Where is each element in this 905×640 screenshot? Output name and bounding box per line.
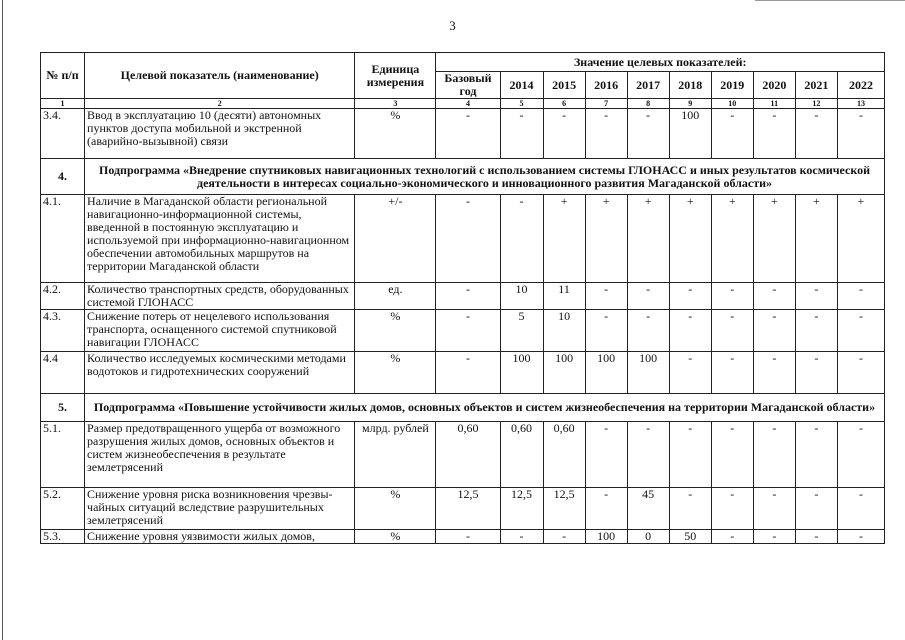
indicator-name: Снижение уровня уязвимости жилых домов, [85, 530, 355, 544]
indicator-row [41, 488, 885, 530]
column-number: 3 [355, 99, 436, 109]
page-number: 3 [449, 18, 456, 33]
indicator-value: + [669, 195, 711, 283]
indicator-num: 5.2. [41, 488, 85, 530]
indicator-name: Количество транспортных средств, оборудованных системой ГЛОНАСС [85, 283, 355, 310]
header-indicator: Целевой показатель (наименование) [85, 53, 355, 99]
indicator-value: - [837, 310, 884, 352]
indicator-value: - [436, 310, 500, 352]
indicator-value: - [627, 283, 669, 310]
indicator-num: 4.2. [41, 283, 85, 310]
indicator-value: + [543, 195, 585, 283]
indicator-value: 10 [500, 283, 543, 310]
column-number: 4 [436, 99, 500, 109]
indicator-num: 4.1. [41, 195, 85, 283]
indicator-row [41, 283, 885, 310]
header-num: № п/п [41, 53, 85, 99]
indicator-value: - [711, 109, 753, 159]
header-row-column-numbers [41, 99, 885, 109]
subprogram-row [41, 394, 885, 422]
column-number: 13 [837, 99, 884, 109]
indicator-value: 12,5 [500, 488, 543, 530]
indicator-value: - [436, 352, 500, 394]
header-values-group: Значение целевых показателей: [436, 53, 885, 72]
indicator-value: - [795, 310, 837, 352]
indicator-value: - [500, 530, 543, 544]
indicator-value: + [711, 195, 753, 283]
indicator-value: 100 [543, 352, 585, 394]
indicator-value: - [753, 352, 795, 394]
column-number: 8 [627, 99, 669, 109]
column-number: 7 [585, 99, 627, 109]
indicator-value: - [795, 530, 837, 544]
indicator-num: 5.3. [41, 530, 85, 544]
indicator-value: - [627, 310, 669, 352]
header-year: 2018 [669, 72, 711, 99]
indicator-value: - [669, 422, 711, 488]
indicator-name: Ввод в эксплуатацию 10 (десяти) автономных пунктов доступа мобильной и экстренной (аварийно-вызывной) связи [85, 109, 355, 159]
indicator-value: - [711, 283, 753, 310]
indicator-value: 50 [669, 530, 711, 544]
subprogram-num: 5. [41, 394, 85, 422]
indicator-value: 0,60 [436, 422, 500, 488]
indicator-value: - [436, 109, 500, 159]
indicator-unit: % [355, 109, 436, 159]
indicator-value: 100 [669, 109, 711, 159]
header-year: Базовый год [436, 72, 500, 99]
column-number: 2 [85, 99, 355, 109]
indicator-value: - [585, 109, 627, 159]
indicator-value: 100 [500, 352, 543, 394]
indicator-row [41, 195, 885, 283]
indicator-value: - [436, 530, 500, 544]
indicator-value: - [837, 488, 884, 530]
indicator-value: - [585, 488, 627, 530]
indicator-value: - [436, 283, 500, 310]
scan-left-edge [2, 0, 3, 640]
column-number: 6 [543, 99, 585, 109]
header-year: 2016 [585, 72, 627, 99]
indicator-value: - [669, 352, 711, 394]
indicator-value: - [837, 530, 884, 544]
header-year: 2017 [627, 72, 669, 99]
indicator-row [41, 352, 885, 394]
indicator-value: 11 [543, 283, 585, 310]
indicator-value: - [500, 109, 543, 159]
indicator-value: - [753, 283, 795, 310]
header-year: 2021 [795, 72, 837, 99]
indicator-value: - [753, 310, 795, 352]
indicator-value: - [711, 488, 753, 530]
indicator-row [41, 530, 885, 544]
indicator-value: 12,5 [436, 488, 500, 530]
header-row-top [41, 53, 885, 72]
indicator-value: - [837, 352, 884, 394]
scan-top-edge [755, 0, 905, 1]
indicator-value: 100 [627, 352, 669, 394]
indicator-value: - [753, 109, 795, 159]
indicator-value: - [837, 283, 884, 310]
indicator-unit: % [355, 530, 436, 544]
indicator-value: - [753, 530, 795, 544]
indicator-value: - [711, 422, 753, 488]
indicator-value: - [711, 530, 753, 544]
indicator-value: - [711, 310, 753, 352]
indicator-num: 4.4 [41, 352, 85, 394]
indicator-value: 100 [585, 530, 627, 544]
indicator-value: - [543, 109, 585, 159]
indicator-num: 3.4. [41, 109, 85, 159]
indicator-value: 0,60 [543, 422, 585, 488]
header-year: 2019 [711, 72, 753, 99]
indicator-value: - [795, 422, 837, 488]
target-indicators-table [40, 52, 885, 544]
indicator-name: Количество исследуемых космическими методами водотоков и гидротехнических сооружений [85, 352, 355, 394]
indicator-value: - [795, 488, 837, 530]
subprogram-title: Подпрограмма «Внедрение спутниковых навигационных технологий с использованием системы ГЛОНАСС и иных результатов космической деятельности в интересах социально-экономического и инновационного развития Магаданской области» [85, 159, 885, 195]
indicator-value: - [669, 310, 711, 352]
indicator-name: Размер предотвращенного ущерба от возможного разрушения жилых домов, основных объектов и систем жизнеобеспечения в результате землетрясений [85, 422, 355, 488]
indicator-name: Снижение уровня риска возникновения чрезвы-чайных ситуаций вследствие разрушительных землетрясений [85, 488, 355, 530]
indicator-value: 100 [585, 352, 627, 394]
header-unit: Единица измерения [355, 53, 436, 99]
indicator-value: 45 [627, 488, 669, 530]
subprogram-num: 4. [41, 159, 85, 195]
indicator-name: Наличие в Магаданской области региональной навигационно-информационной системы, введенной в постоянную эксплуатацию и используемой при информационно-навигационном обеспечении автомобильных маршрутов на территории Магаданской области [85, 195, 355, 283]
indicator-unit: млрд. рублей [355, 422, 436, 488]
header-year: 2014 [500, 72, 543, 99]
subprogram-row [41, 159, 885, 195]
indicator-row [41, 422, 885, 488]
indicator-value: 10 [543, 310, 585, 352]
indicator-num: 4.3. [41, 310, 85, 352]
header-year: 2020 [753, 72, 795, 99]
subprogram-title: Подпрограмма «Повышение устойчивости жилых домов, основных объектов и систем жизнеобеспечения на территории Магаданской области» [85, 394, 885, 422]
indicator-value: + [795, 195, 837, 283]
indicator-value: - [543, 530, 585, 544]
indicator-unit: % [355, 352, 436, 394]
indicator-value: - [795, 283, 837, 310]
indicator-value: - [837, 109, 884, 159]
indicator-value: 0 [627, 530, 669, 544]
indicator-value: - [585, 310, 627, 352]
indicator-value: - [500, 195, 543, 283]
indicator-num: 5.1. [41, 422, 85, 488]
column-number: 9 [669, 99, 711, 109]
column-number: 10 [711, 99, 753, 109]
indicator-value: - [669, 283, 711, 310]
indicator-value: - [669, 488, 711, 530]
indicator-value: - [837, 422, 884, 488]
indicator-value: 12,5 [543, 488, 585, 530]
indicator-value: - [795, 109, 837, 159]
header-year: 2022 [837, 72, 884, 99]
indicator-value: - [795, 352, 837, 394]
indicator-value: 0,60 [500, 422, 543, 488]
column-number: 5 [500, 99, 543, 109]
indicator-value: - [585, 283, 627, 310]
indicator-unit: +/- [355, 195, 436, 283]
header-year: 2015 [543, 72, 585, 99]
indicator-value: - [627, 422, 669, 488]
column-number: 12 [795, 99, 837, 109]
column-number: 1 [41, 99, 85, 109]
indicator-value: - [585, 422, 627, 488]
indicator-value: + [837, 195, 884, 283]
indicator-value: + [753, 195, 795, 283]
indicator-value: - [753, 422, 795, 488]
indicator-value: + [627, 195, 669, 283]
column-number: 11 [753, 99, 795, 109]
indicator-value: + [585, 195, 627, 283]
indicator-value: - [753, 488, 795, 530]
indicator-name: Снижение потерь от нецелевого использования транспорта, оснащенного системой спутниковой навигации ГЛОНАСС [85, 310, 355, 352]
indicator-unit: ед. [355, 283, 436, 310]
indicator-value: - [436, 195, 500, 283]
indicator-value: - [711, 352, 753, 394]
indicator-unit: % [355, 488, 436, 530]
indicator-value: 5 [500, 310, 543, 352]
indicator-value: - [627, 109, 669, 159]
indicator-row [41, 310, 885, 352]
indicator-row [41, 109, 885, 159]
indicator-unit: % [355, 310, 436, 352]
